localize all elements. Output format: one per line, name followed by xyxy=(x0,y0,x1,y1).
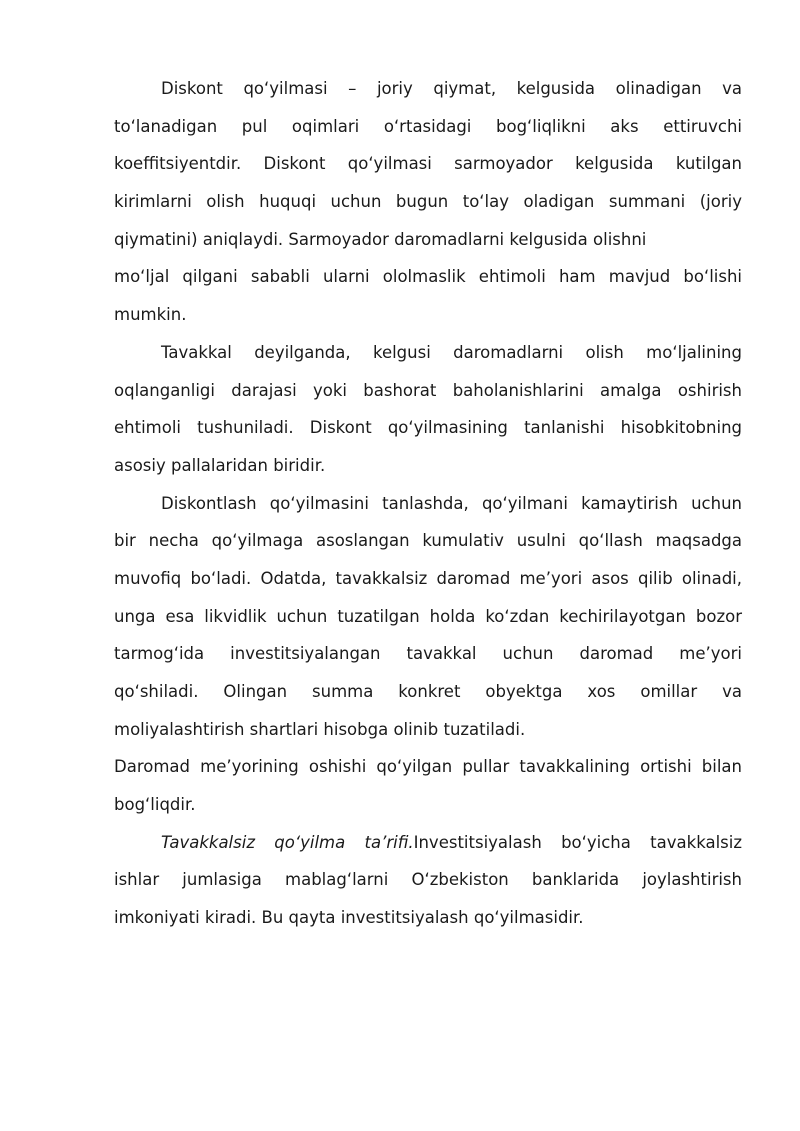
text-line: muvofiq bo‘ladi. Odatda, tavakkalsiz daromad me’yori asos qilib olinadi, xyxy=(114,568,742,588)
text-line: oqlanganligi darajasi yoki bashorat baholanishlarini amalga oshirish xyxy=(114,380,742,400)
text-line: koeffitsiyentdir. Diskont qo‘yilmasi sarmoyador kelgusida kutilgan xyxy=(114,154,742,174)
text-line: qo‘shiladi. Olingan summa konkret obyektga xos omillar va xyxy=(114,682,742,701)
text-line: to‘lanadigan pul oqimlari o‘rtasidagi bog‘liqlikni aks ettiruvchi xyxy=(114,116,742,136)
text-line: Tavakkal deyilganda, kelgusi daromadlarni olish mo‘ljalining xyxy=(161,342,742,362)
paragraph-discount-rate xyxy=(114,70,742,334)
paragraph-riskless-definition xyxy=(114,824,742,937)
text-line: bir necha qo‘yilmaga asoslangan kumulativ usulni qo‘llash maqsadga xyxy=(114,531,742,551)
text-line: imkoniyati kiradi. Bu qayta investitsiyalash qo‘yilmasidir. xyxy=(114,908,584,928)
definition-text: Investitsiyalash bo‘yicha tavakkalsiz xyxy=(413,832,742,852)
text-line: Diskont qo‘yilmasi – joriy qiymat, kelgusida olinadigan va xyxy=(161,79,742,98)
text-line: qiymatini) aniqlaydi. Sarmoyador daromadlarni kelgusida olishni xyxy=(114,229,647,249)
text-line: mo‘ljal qilgani sababli ularni ololmaslik ehtimoli ham mavjud bo‘lishi xyxy=(114,267,742,287)
paragraph-discounting-choice xyxy=(114,485,742,749)
text-line: Diskontlash qo‘yilmasini tanlashda, qo‘yilmani kamaytirish uchun xyxy=(161,493,742,513)
text-line: ehtimoli tushuniladi. Diskont qo‘yilmasining tanlanishi hisobkitobning xyxy=(114,418,742,438)
text-line: kirimlarni olish huquqi uchun bugun to‘lay oladigan summani (joriy xyxy=(114,192,742,212)
paragraph-income-rate xyxy=(114,748,742,823)
text-line: tarmog‘ida investitsiyalangan tavakkal uchun daromad me’yori xyxy=(114,644,742,664)
text-line: mumkin. xyxy=(114,305,187,325)
definition-term: Tavakkalsiz qo‘yilma ta’rifi. xyxy=(161,832,414,852)
paragraph-risk xyxy=(114,334,742,485)
text-line: ishlar jumlasiga mablag‘larni O‘zbekiston banklarida joylashtirish xyxy=(114,870,742,890)
text-line: moliyalashtirish shartlari hisobga olinib tuzatiladi. xyxy=(114,719,526,739)
document-page xyxy=(114,70,742,937)
text-line: unga esa likvidlik uchun tuzatilgan holda ko‘zdan kechirilayotgan bozor xyxy=(114,606,742,626)
text-line xyxy=(114,824,742,862)
text-line: asosiy pallalaridan biridir. xyxy=(114,455,326,475)
text-line: Daromad me’yorining oshishi qo‘yilgan pullar tavakkalining ortishi bilan xyxy=(114,757,742,777)
text-line: bog‘liqdir. xyxy=(114,795,196,815)
